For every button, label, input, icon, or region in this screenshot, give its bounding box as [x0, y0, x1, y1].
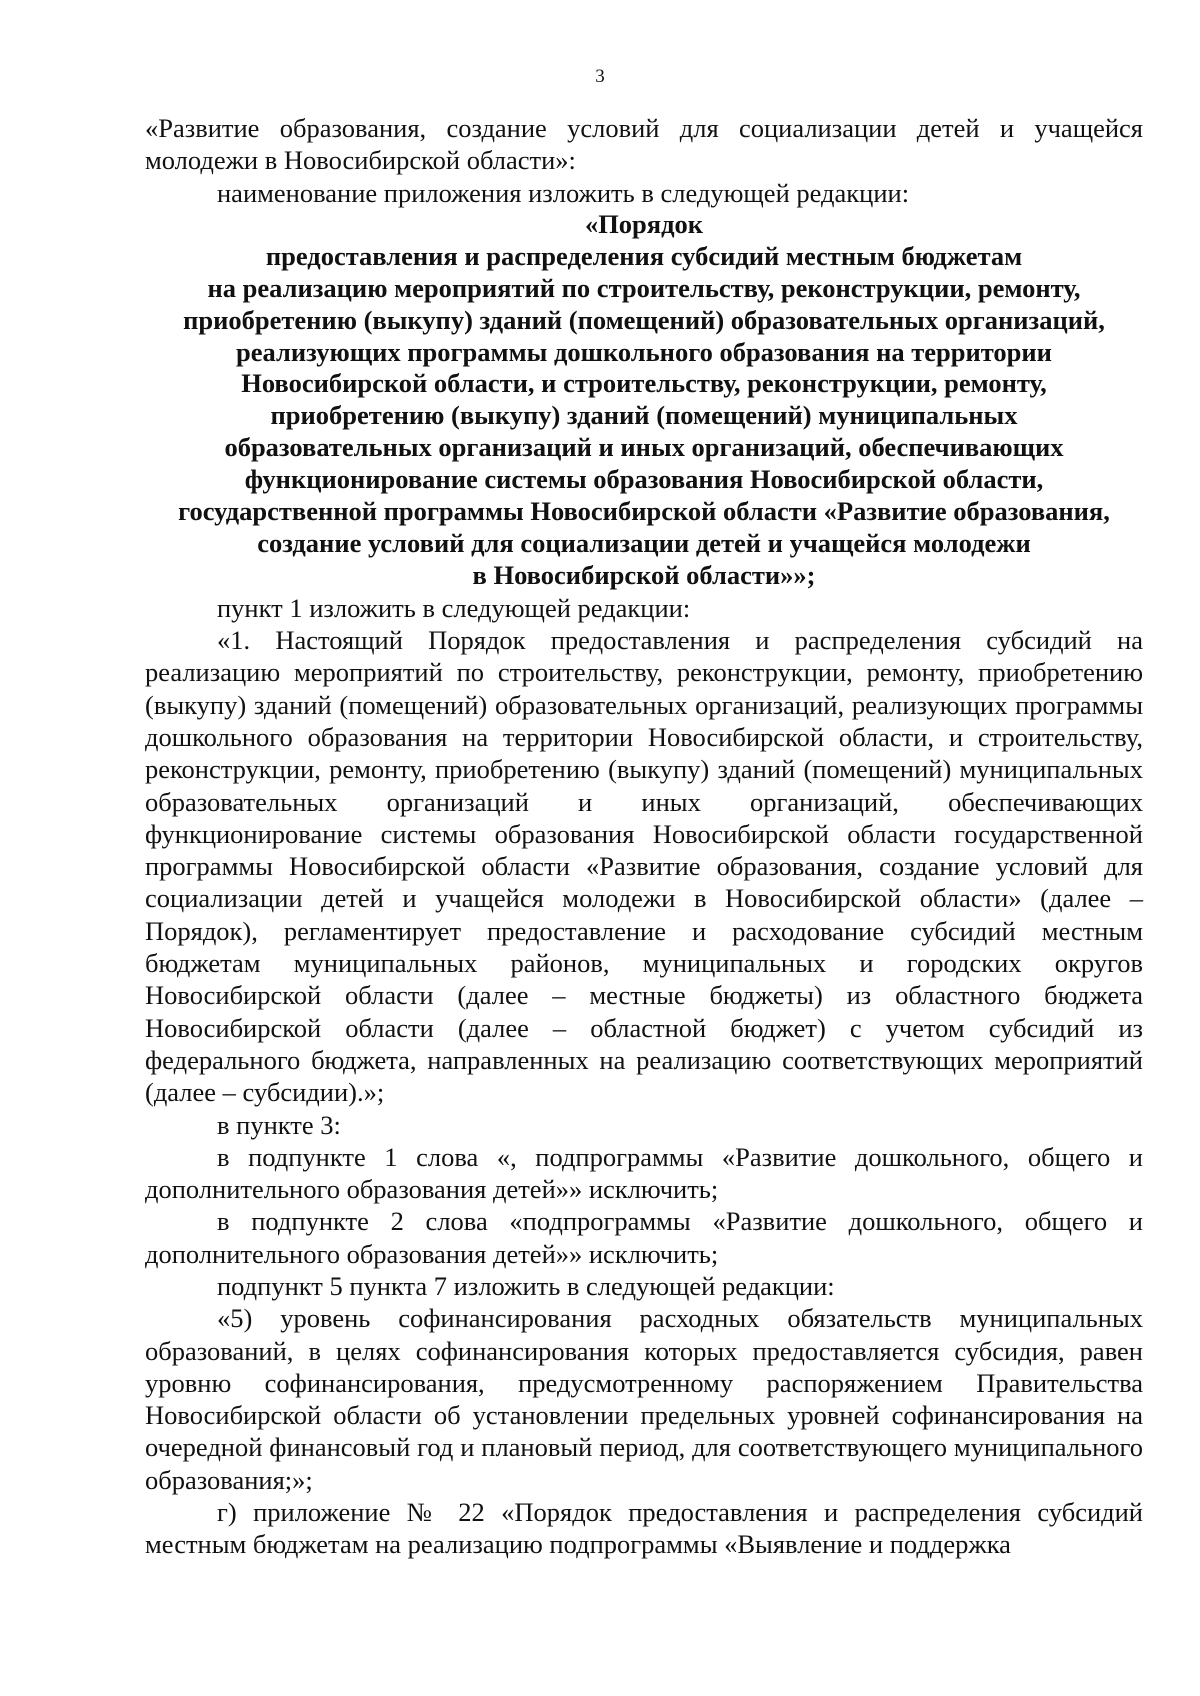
paragraph: подпункт 5 пункта 7 изложить в следующей редакции:: [217, 1271, 835, 1301]
paragraph: «5) уровень софинансирования расходных обязательств муниципальных образований, в целях софинансирования которых предоставляется субсидия, равен уровню софинансирования, предусмотренному распоряжением Правительства Новосибирской области об установлении предельных уровней софинансирования на очередной финансовый год и плановый период, для соответствующего муниципального образования;»;: [145, 1303, 1143, 1495]
title-line: в Новосибирской области»»;: [472, 559, 816, 590]
paragraph: в подпункте 2 слова «подпрограммы «Развитие дошкольного, общего и дополнительного образования детей»» исключить;: [145, 1206, 1143, 1269]
title-line: реализующих программы дошкольного образования на территории: [236, 336, 1052, 367]
title-line: на реализацию мероприятий по строительству, реконструкции, ремонту,: [207, 272, 1081, 303]
title-line: приобретению (выкупу) зданий (помещений) муниципальных: [270, 400, 1018, 431]
paragraph: пункт 1 изложить в следующей редакции:: [217, 592, 691, 623]
paragraph: в пункте 3:: [217, 1109, 341, 1140]
paragraph: г) приложение № 22 «Порядок предоставления и распределения субсидий местным бюджетам на реализацию подпрограммы «Выявление и поддержка: [145, 1497, 1143, 1560]
paragraph: «1. Настоящий Порядок предоставления и распределения субсидий на реализацию мероприятий по строительству, реконструкции, ремонту, приобретению (выкупу) зданий (помещений) образовательных организаций, реализующих программы дошкольного образования на территории Новосибирской области, и строительству, реконструкции, ремонту, приобретению (выкупу) зданий (помещений) муниципальных образовательных организаций и иных организаций, обеспечивающих функционирование системы образования Новосибирской области государственной программы Новосибирской области «Развитие образования, создание условий для социализации детей и учащейся молодежи в Новосибирской области» (далее – Порядок), регламентирует предоставление и расходование субсидий местным бюджетам муниципальных районов, муниципальных и городских округов Новосибирской области (далее – местные бюджеты) из областного бюджета Новосибирской области (далее – областной бюджет) с учетом субсидий из федерального бюджета, направленных на реализацию соответствующих мероприятий (далее – субсидии).»;: [145, 625, 1143, 1108]
title-line: создание условий для социализации детей и учащейся молодежи: [257, 527, 1031, 558]
title-line: предоставления и распределения субсидий местным бюджетам: [265, 240, 1023, 271]
appendix-title: [145, 209, 1143, 592]
title-line: Новосибирской области, и строительству, реконструкции, ремонту,: [241, 368, 1047, 399]
title-line: «Порядок: [584, 208, 704, 239]
intro-instruction: наименование приложения изложить в следующей редакции:: [217, 177, 910, 208]
document-body: [145, 112, 1143, 1561]
paragraph: в подпункте 1 слова «, подпрограммы «Развитие дошкольного, общего и дополнительного образования детей»» исключить;: [145, 1141, 1143, 1205]
page-number: 3: [595, 66, 605, 87]
title-line: государственной программы Новосибирской области «Развитие образования,: [178, 496, 1110, 527]
title-line: образовательных организаций и иных организаций, обеспечивающих: [224, 432, 1064, 463]
intro-paragraph: «Развитие образования, создание условий для социализации детей и учащейся молодежи в Новосибирской области»:: [145, 113, 1143, 176]
title-line: приобретению (выкупу) зданий (помещений) образовательных организаций,: [183, 304, 1105, 335]
title-line: функционирование системы образования Новосибирской области,: [244, 464, 1044, 495]
